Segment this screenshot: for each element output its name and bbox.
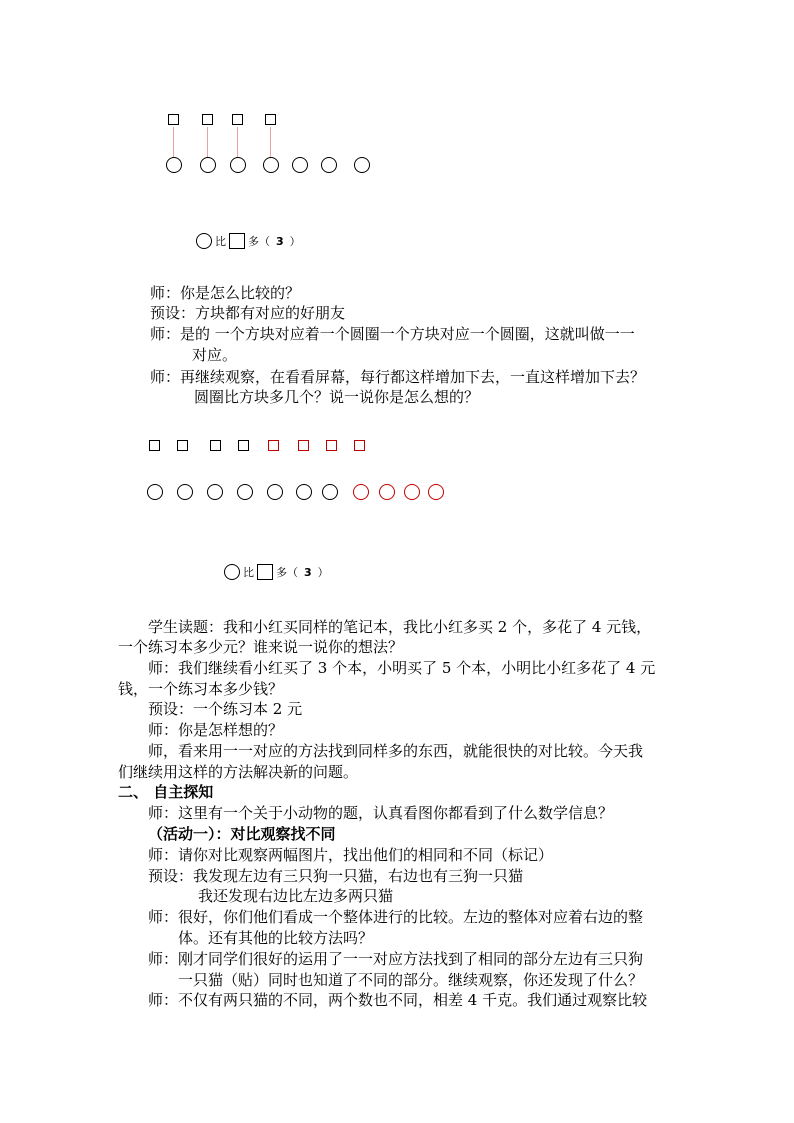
text-line: 体。还有其他的比较方法吗？ [178, 929, 374, 947]
circle-icon [196, 233, 212, 249]
square-icon [257, 564, 273, 580]
circle-shape [147, 484, 163, 500]
text-line: 师：刚才同学们很好的运用了一一对应方法找到了相同的部分左边有三只狗 [148, 950, 644, 968]
square-shape [238, 440, 249, 451]
correspondence-line [207, 127, 208, 157]
square-shape-red [268, 440, 279, 451]
square-shape [177, 440, 188, 451]
square-shape-red [298, 440, 309, 451]
circle-shape-red [404, 484, 420, 500]
correspondence-line [173, 127, 174, 157]
comparison-statement: 比 多（ 3 ） [224, 564, 332, 580]
text-line: 我还发现右边比左边多两只猫 [198, 887, 394, 905]
square-shape [232, 114, 243, 125]
square-shape [210, 440, 221, 451]
comparison-statement: 比 多（ 3 ） [196, 233, 304, 249]
circle-shape-red [353, 484, 369, 500]
text-line: 师：请你对比观察两幅图片，找出他们的相同和不同（标记） [148, 846, 554, 864]
text-line: 对应。 [192, 346, 238, 364]
section-heading: 二、 自主探知 [118, 783, 214, 801]
text-line: 学生读题：我和小红买同样的笔记本，我比小红多买 2 个，多花了 4 元钱， [148, 618, 652, 636]
square-shape [149, 440, 160, 451]
circle-shape [177, 484, 193, 500]
circle-shape-red [428, 484, 444, 500]
circle-shape [237, 484, 253, 500]
square-shape-red [326, 440, 337, 451]
circle-shape [296, 484, 312, 500]
activity-heading: （活动一）：对比观察找不同 [148, 825, 336, 843]
text-line: 一个练习本多少元？谁来说一说你的想法？ [118, 638, 404, 656]
circle-shape [200, 157, 216, 173]
text-line: 师：这里有一个关于小动物的题，认真看图你都看到了什么数学信息？ [148, 804, 614, 822]
text-line: 钱，一个练习本多少钱？ [118, 680, 284, 698]
text-line: 师：你是怎样想的？ [148, 721, 284, 739]
text-line: 师：再继续观察，在看看屏幕，每行都这样增加下去，一直这样增加下去？ [150, 368, 646, 386]
circle-shape [354, 157, 370, 173]
text-line: 师：我们继续看小红买了 3 个本，小明买了 5 个本，小明比小红多花了 4 元 [148, 659, 656, 677]
circle-shape [322, 484, 338, 500]
text-line: 预设：我发现左边有三只狗一只猫，右边也有三狗一只猫 [148, 867, 524, 885]
text-line: 师：很好，你们他们看成一个整体进行的比较。左边的整体对应着右边的整 [148, 908, 644, 926]
text-line: 师，看来用一一对应的方法找到同样多的东西，就能很快的对比较。今天我 [148, 742, 644, 760]
square-shape [168, 114, 179, 125]
circle-shape [263, 157, 279, 173]
circle-shape [166, 157, 182, 173]
square-shape [265, 114, 276, 125]
correspondence-line [237, 127, 238, 157]
circle-shape-red [379, 484, 395, 500]
square-shape [202, 114, 213, 125]
text-line: 们继续用这样的方法解决新的问题。 [118, 763, 359, 781]
text-line: 师：不仅有两只猫的不同，两个数也不同，相差 4 千克。我们通过观察比较 [148, 991, 648, 1009]
square-shape-red [354, 440, 365, 451]
text-line: 圆圈比方块多几个？说一说你是怎么想的？ [194, 388, 480, 406]
circle-shape [292, 157, 308, 173]
square-icon [229, 233, 245, 249]
text-line: 预设：一个练习本 2 元 [148, 700, 303, 718]
circle-shape [321, 157, 337, 173]
text-line: 一只猫（贴）同时也知道了不同的部分。继续观察，你还发现了什么？ [178, 971, 644, 989]
text-line: 预设：方块都有对应的好朋友 [150, 304, 346, 322]
circle-shape [267, 484, 283, 500]
circle-shape [207, 484, 223, 500]
text-line: 师：你是怎么比较的？ [150, 284, 301, 302]
text-line: 师：是的 一个方块对应着一个圆圈一个方块对应一个圆圈，这就叫做一一 [150, 325, 635, 343]
circle-shape [230, 157, 246, 173]
circle-icon [224, 564, 240, 580]
correspondence-line [270, 127, 271, 157]
